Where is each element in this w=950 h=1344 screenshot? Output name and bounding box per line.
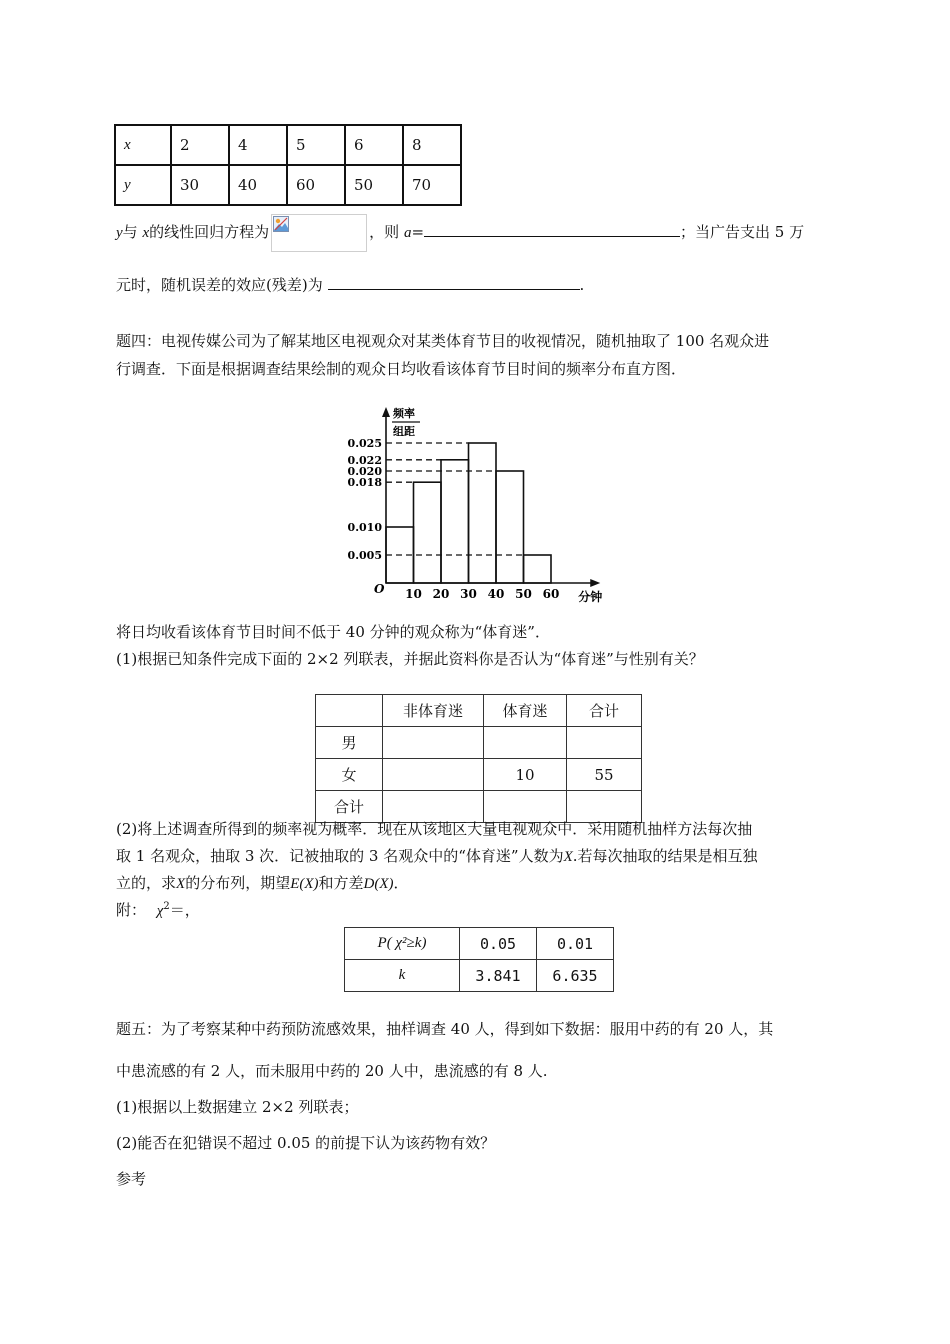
row-label-female: 女	[316, 759, 383, 791]
y-value: 50	[345, 165, 403, 205]
histogram-bar	[496, 471, 524, 583]
table-header-cell: 非体育迷	[383, 695, 484, 727]
problem5-question-1: (1)根据以上数据建立 2×2 列联表；	[116, 1098, 359, 1116]
table-header-cell: 合计	[567, 695, 642, 727]
k-row-label: k	[345, 960, 460, 992]
appendix-line: 附： $\chi^2=$，	[116, 901, 200, 919]
histogram-bar	[469, 443, 497, 583]
y-value: 60	[287, 165, 345, 205]
question-1: (1)根据已知条件完成下面的 2×2 列联表，并据此资料你是否认为“体育迷”与性别有关？	[116, 650, 704, 668]
y-tick-label: 0.022	[347, 453, 382, 467]
table-row	[115, 165, 461, 205]
answer-blank-residual[interactable]	[328, 275, 580, 290]
x-tick-label: 60	[542, 587, 560, 601]
x-axis-arrow	[590, 579, 600, 587]
table-cell: 0.05	[460, 928, 537, 960]
table-header-cell	[316, 695, 383, 727]
table-cell[interactable]	[383, 727, 484, 759]
y-value: 30	[171, 165, 229, 205]
table-header-row	[316, 695, 642, 727]
y-tick-label: 0.010	[347, 521, 382, 534]
x-value: 4	[229, 125, 287, 165]
table-row	[316, 727, 642, 759]
x-value: 6	[345, 125, 403, 165]
residual-question-line: 元时，随机误差的效应(残差)为 .	[116, 276, 585, 294]
table-row	[345, 928, 614, 960]
x-tick-label: 20	[432, 587, 450, 601]
origin-label: O	[374, 582, 385, 596]
histogram-bar	[524, 555, 552, 583]
histogram-bar	[414, 482, 442, 583]
histogram-bar	[441, 460, 469, 583]
xy-data-table	[114, 124, 462, 206]
question-2-line: 立的，求X的分布列，期望E(X)和方差D(X)．	[116, 874, 409, 892]
broken-image-icon	[271, 214, 367, 252]
frequency-histogram	[340, 405, 630, 610]
table-header-cell: 体育迷	[484, 695, 567, 727]
table-cell[interactable]	[383, 759, 484, 791]
y-value: 70	[403, 165, 461, 205]
table-cell: 0.01	[537, 928, 614, 960]
question-2-line: 取 1 名观众，抽取 3 次．记被抽取的 3 名观众中的“体育迷”人数为X.若每次抽取的结果是相互独	[116, 847, 758, 865]
x-value: 8	[403, 125, 461, 165]
table-row	[316, 759, 642, 791]
problem5-question-2: (2)能否在犯错误不超过 0.05 的前提下认为该药物有效？	[116, 1134, 496, 1152]
table-cell: 10	[484, 759, 567, 791]
contingency-table	[315, 694, 642, 823]
question-2-line: (2)将上述调查所得到的频率视为概率．现在从该地区大量电视观众中．采用随机抽样方法每次抽	[116, 820, 753, 838]
x-row-label: x	[115, 125, 171, 165]
table-cell: 3.841	[460, 960, 537, 992]
reference-label: 参考	[116, 1170, 147, 1188]
x-value: 5	[287, 125, 345, 165]
y-axis-label-top: 频率	[393, 407, 415, 420]
x-tick-label: 30	[460, 587, 477, 601]
answer-blank-a[interactable]	[424, 222, 680, 237]
y-tick-label: 0.018	[347, 476, 382, 490]
x-tick-label: 10	[405, 587, 422, 601]
table-cell[interactable]	[567, 727, 642, 759]
y-axis-arrow	[382, 407, 390, 417]
y-tick-label: 0.025	[347, 437, 382, 450]
y-axis-label-bottom: 组距	[393, 425, 415, 438]
table-cell[interactable]	[484, 727, 567, 759]
definition-text: 将日均收看该体育节目时间不低于 40 分钟的观众称为“体育迷”．	[116, 623, 550, 641]
table-row	[345, 960, 614, 992]
x-tick-label: 40	[487, 587, 505, 601]
problem5-paragraph: 题五：为了考察某种中药预防流感效果，抽样调查 40 人，得到如下数据：服用中药的有 20 人，其	[116, 1020, 774, 1038]
problem4-paragraph: 题四：电视传媒公司为了解某地区电视观众对某类体育节目的收视情况，随机抽取了 100 名观众进	[116, 332, 770, 350]
table-cell: 6.635	[537, 960, 614, 992]
x-axis-label: 分钟	[578, 590, 603, 604]
y-tick-label: 0.020	[347, 465, 382, 478]
problem4-paragraph: 行调查．下面是根据调查结果绘制的观众日均收看该体育节目时间的频率分布直方图．	[116, 360, 687, 378]
problem5-paragraph: 中患流感的有 2 人，而未服用中药的 20 人中，患流感的有 8 人.	[116, 1062, 548, 1080]
table-row	[115, 125, 461, 165]
y-row-label: y	[115, 165, 171, 205]
table-cell: 55	[567, 759, 642, 791]
regression-question-line: y与 x的线性回归方程为 ，则 a= ；当广告支出 5 万	[116, 214, 804, 252]
row-label-total: 合计	[316, 791, 383, 823]
row-label-male: 男	[316, 727, 383, 759]
x-tick-label: 50	[515, 587, 532, 601]
critical-value-table	[344, 927, 614, 992]
y-value: 40	[229, 165, 287, 205]
x-value: 2	[171, 125, 229, 165]
prob-row-label: P( χ²≥k)	[345, 928, 460, 960]
y-tick-label: 0.005	[347, 549, 382, 562]
